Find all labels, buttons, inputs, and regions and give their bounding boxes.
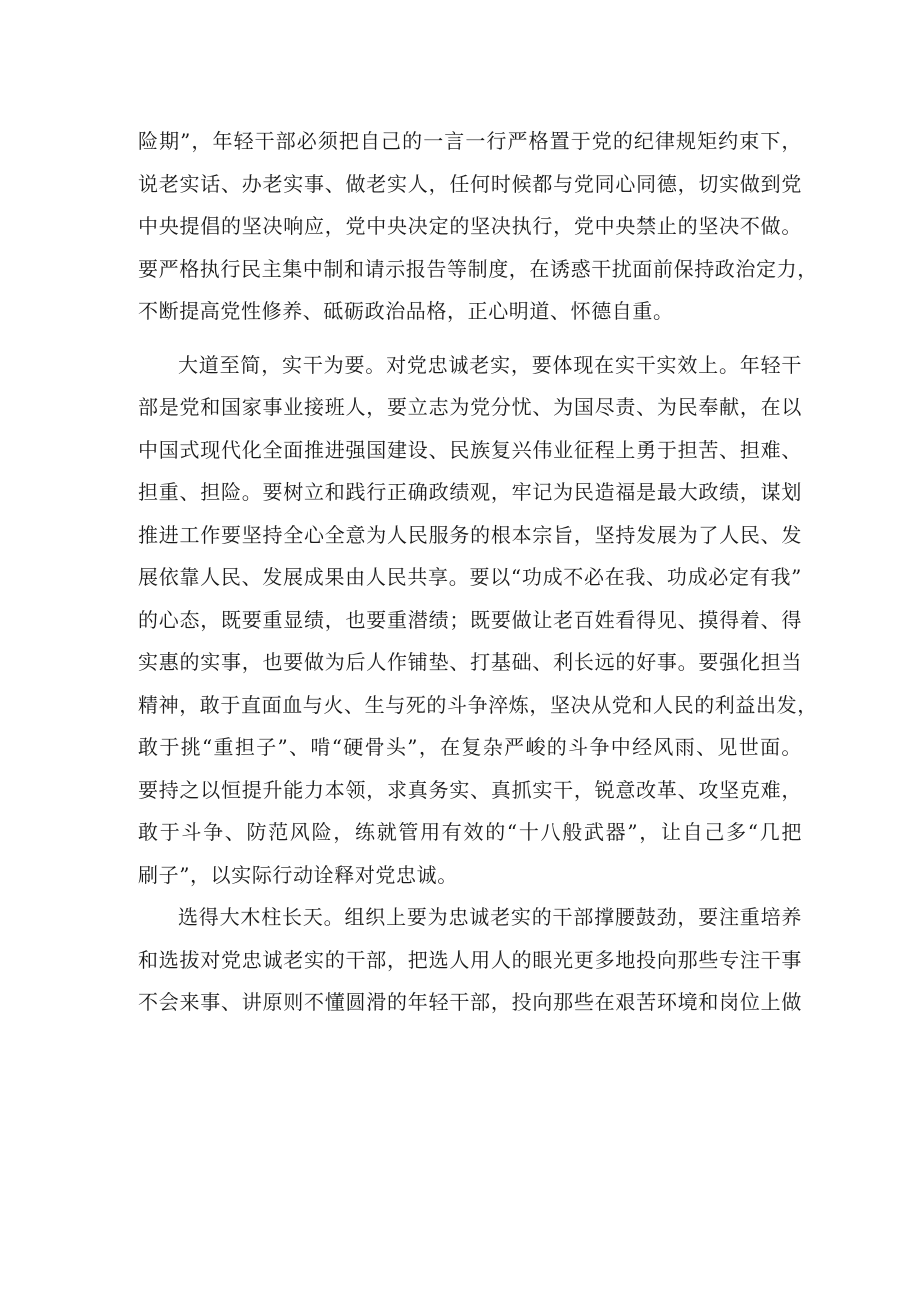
text-line: 中央提倡的坚决响应，党中央决定的坚决执行，党中央禁止的坚决不做。 [138, 214, 802, 238]
text-line: 大道至简，实干为要。对党忠诚老实，要体现在实干实效上。年轻干 [178, 352, 802, 377]
text-line: 中国式现代化全面推进强国建设、民族复兴伟业征程上勇于担苦、担难、 [138, 437, 802, 462]
paragraph-2 [138, 344, 818, 897]
text-line: 要持之以恒提升能力本领，求真务实、真抓实干，锐意改革、攻坚克难， [138, 777, 802, 802]
text-line: 不会来事、讲原则不懂圆滑的年轻干部，投向那些在艰苦环境和岗位上做 [138, 990, 802, 1014]
document-body [138, 120, 818, 1024]
paragraph-1 [138, 120, 818, 333]
text-line: 推进工作要坚持全心全意为人民服务的根本宗旨，坚持发展为了人民、发 [138, 522, 802, 547]
text-line: 险期”，年轻干部必须把自己的一言一行严格置于党的纪律规矩约束下， [138, 129, 802, 153]
text-line: 敢于挑“重担子”、啃“硬骨头”，在复杂严峻的斗争中经风雨、见世面。 [138, 735, 802, 759]
text-line: 展依靠人民、发展成果由人民共享。要以“功成不必在我、功成必定有我” [138, 565, 802, 589]
text-line: 不断提高党性修养、砥砺政治品格，正心明道、怀德自重。 [138, 299, 674, 323]
text-line: 说老实话、办老实事、做老实人，任何时候都与党同心同德，切实做到党 [138, 171, 802, 196]
paragraph-gap [138, 333, 802, 344]
text-line: 担重、担险。要树立和践行正确政绩观，牢记为民造福是最大政绩，谋划 [138, 480, 802, 504]
text-line: 刷子”，以实际行动诠释对党忠诚。 [138, 862, 458, 887]
text-line: 实惠的实事，也要做为后人作铺垫、打基础、利长远的好事。要强化担当 [138, 650, 802, 674]
text-line: 和选拔对党忠诚老实的干部，把选人用人的眼光更多地投向那些专注干事 [138, 947, 802, 972]
text-line: 的心态，既要重显绩，也要重潜绩；既要做让老百姓看得见、摸得着、得 [138, 607, 802, 632]
text-line: 选得大木柱长天。组织上要为忠诚老实的干部撑腰鼓劲，要注重培养 [178, 905, 802, 929]
text-line: 敢于斗争、防范风险，练就管用有效的“十八般武器”，让自己多“几把 [138, 820, 802, 844]
text-line: 精神，敢于直面血与火、生与死的斗争淬炼，坚决从党和人民的利益出发， [138, 692, 818, 717]
paragraph-3 [138, 896, 802, 1024]
text-line: 要严格执行民主集中制和请示报告等制度，在诱惑干扰面前保持政治定力， [138, 256, 818, 281]
text-line: 部是党和国家事业接班人，要立志为党分忧、为国尽责、为民奉献，在以 [138, 395, 802, 419]
